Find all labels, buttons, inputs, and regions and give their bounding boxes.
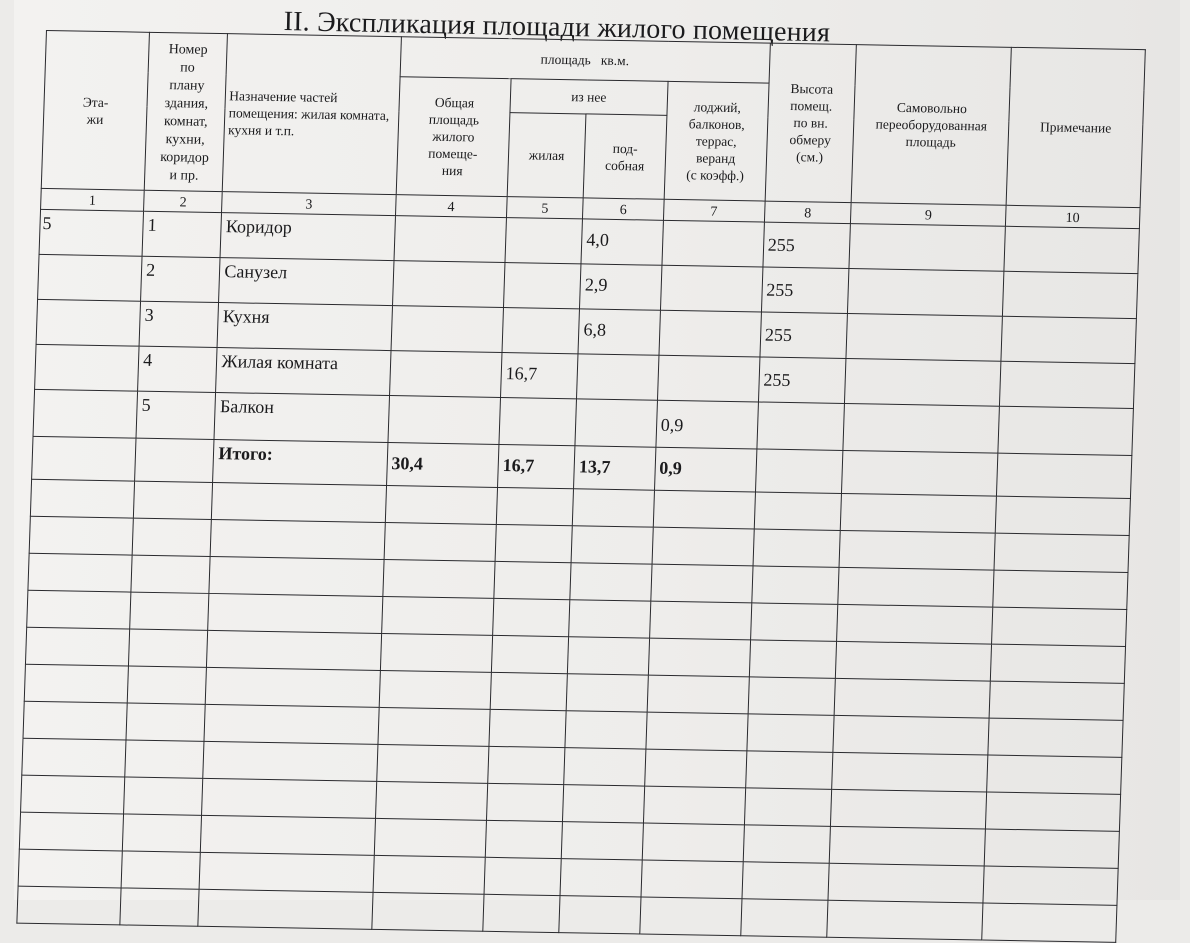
cell-purpose: Балкон (214, 393, 389, 443)
cell-note (998, 406, 1134, 455)
header-note (1006, 47, 1145, 207)
cell-height: 255 (758, 357, 846, 403)
header-loggia (664, 81, 769, 201)
cell-loggia (659, 310, 762, 357)
cell-auxiliary: 6,8 (578, 309, 660, 355)
cell-total-area (394, 216, 507, 263)
cell-note (999, 361, 1135, 408)
totals-living: 16,7 (497, 444, 575, 488)
column-number: 8 (764, 201, 851, 224)
cell-loggia (662, 220, 765, 267)
cell-height: 255 (761, 267, 849, 313)
cell-living (502, 308, 580, 354)
column-number: 6 (583, 198, 664, 220)
column-number: 2 (144, 190, 223, 212)
cell-loggia (660, 265, 763, 312)
cell-auxiliary (577, 354, 659, 400)
cell-purpose: Коридор (220, 213, 395, 261)
cell-living (499, 397, 577, 445)
totals-loggia: 0,9 (654, 447, 756, 492)
header-living-text: жилая (528, 147, 565, 164)
column-number: 7 (663, 199, 765, 222)
cell-floor (32, 436, 136, 481)
cell-total-area (391, 306, 504, 353)
cell-plan-no: 1 (142, 211, 222, 257)
header-area-group-text: площадь кв.м. (540, 51, 630, 69)
cell-unauthorized (842, 450, 998, 496)
cell-total-area (392, 261, 505, 308)
explication-table-wrapper (17, 30, 1158, 929)
header-total-area-text: Общая площадь жилого помеще- ния (428, 94, 480, 179)
cell-purpose: Кухня (217, 303, 392, 351)
cell-plan-no (135, 438, 215, 482)
header-height (765, 43, 857, 202)
cell-note (1002, 271, 1138, 318)
cell-plan-no: 2 (141, 256, 221, 302)
cell-floor (38, 254, 143, 301)
header-floor-text: Эта- жи (82, 94, 109, 127)
cell-unauthorized (843, 403, 999, 453)
header-auxiliary (583, 114, 666, 199)
cell-floor: 5 (39, 209, 144, 256)
cell-total-area (389, 351, 502, 398)
header-unauthorized (851, 45, 1011, 206)
cell-auxiliary: 4,0 (581, 219, 663, 265)
cell-purpose: Санузел (219, 258, 394, 306)
header-of-which-text: из нее (570, 89, 607, 105)
cell-height: 255 (763, 222, 851, 268)
document-sheet (14, 0, 1180, 900)
cell-living: 16,7 (500, 353, 578, 399)
column-number: 9 (851, 203, 1006, 227)
column-number: 5 (506, 197, 583, 219)
cell-height (757, 402, 845, 450)
cell-loggia: 0,9 (656, 400, 759, 449)
cell-plan-no: 4 (138, 346, 218, 392)
cell-unauthorized (849, 224, 1005, 272)
cell-plan-no: 3 (139, 301, 219, 347)
cell-living (505, 218, 583, 264)
cell-height (755, 449, 843, 493)
header-total-area (396, 77, 511, 197)
header-plan-no (144, 32, 228, 191)
cell-unauthorized (848, 269, 1004, 317)
header-floor (41, 31, 149, 191)
cell-loggia (657, 355, 760, 402)
cell-floor (36, 299, 141, 346)
header-of-which (510, 79, 668, 116)
cell-purpose: Жилая комната (216, 348, 391, 396)
cell-unauthorized (845, 359, 1001, 407)
cell-floor (35, 344, 140, 391)
cell-height: 255 (760, 312, 848, 358)
header-purpose-text: Назначение частей помещения: жилая комната, кухня и т.п. (227, 88, 390, 139)
totals-auxiliary: 13,7 (574, 446, 656, 490)
column-number: 4 (395, 195, 507, 218)
cell-plan-no: 5 (136, 391, 216, 439)
cell-note (996, 453, 1131, 498)
cell-living (503, 263, 581, 309)
cell-auxiliary (575, 399, 657, 447)
column-number: 10 (1005, 205, 1140, 228)
cell-unauthorized (846, 314, 1002, 362)
header-height-text: Высота помещ. по вн. обмеру (см.) (789, 81, 834, 165)
totals-total-area: 30,4 (386, 443, 499, 488)
column-number: 3 (222, 192, 396, 216)
header-note-text: Примечание (1039, 119, 1112, 136)
cell-total-area (388, 396, 501, 445)
header-purpose (223, 34, 401, 195)
header-unauthorized-text: Самовольно переоборудованная площадь (875, 99, 988, 150)
document-title: II. Экспликация площади жилого помещения (283, 6, 831, 49)
header-loggia-text: лоджий, балконов, террас, веранд (с коэфф.) (686, 99, 746, 184)
cell-note (1001, 316, 1137, 363)
header-plan-no-text: Номер по плану здания, комнат, кухни, коридор и пр. (159, 41, 210, 184)
cell-auxiliary: 2,9 (580, 264, 662, 310)
header-area-group (400, 37, 770, 83)
cell-note (1004, 226, 1140, 273)
column-number: 1 (41, 188, 145, 211)
totals-label: Итого: (213, 440, 388, 486)
header-auxiliary-text: под- собная (604, 140, 645, 173)
explication-table (16, 30, 1145, 943)
cell-floor (33, 389, 138, 438)
header-living (507, 113, 586, 198)
